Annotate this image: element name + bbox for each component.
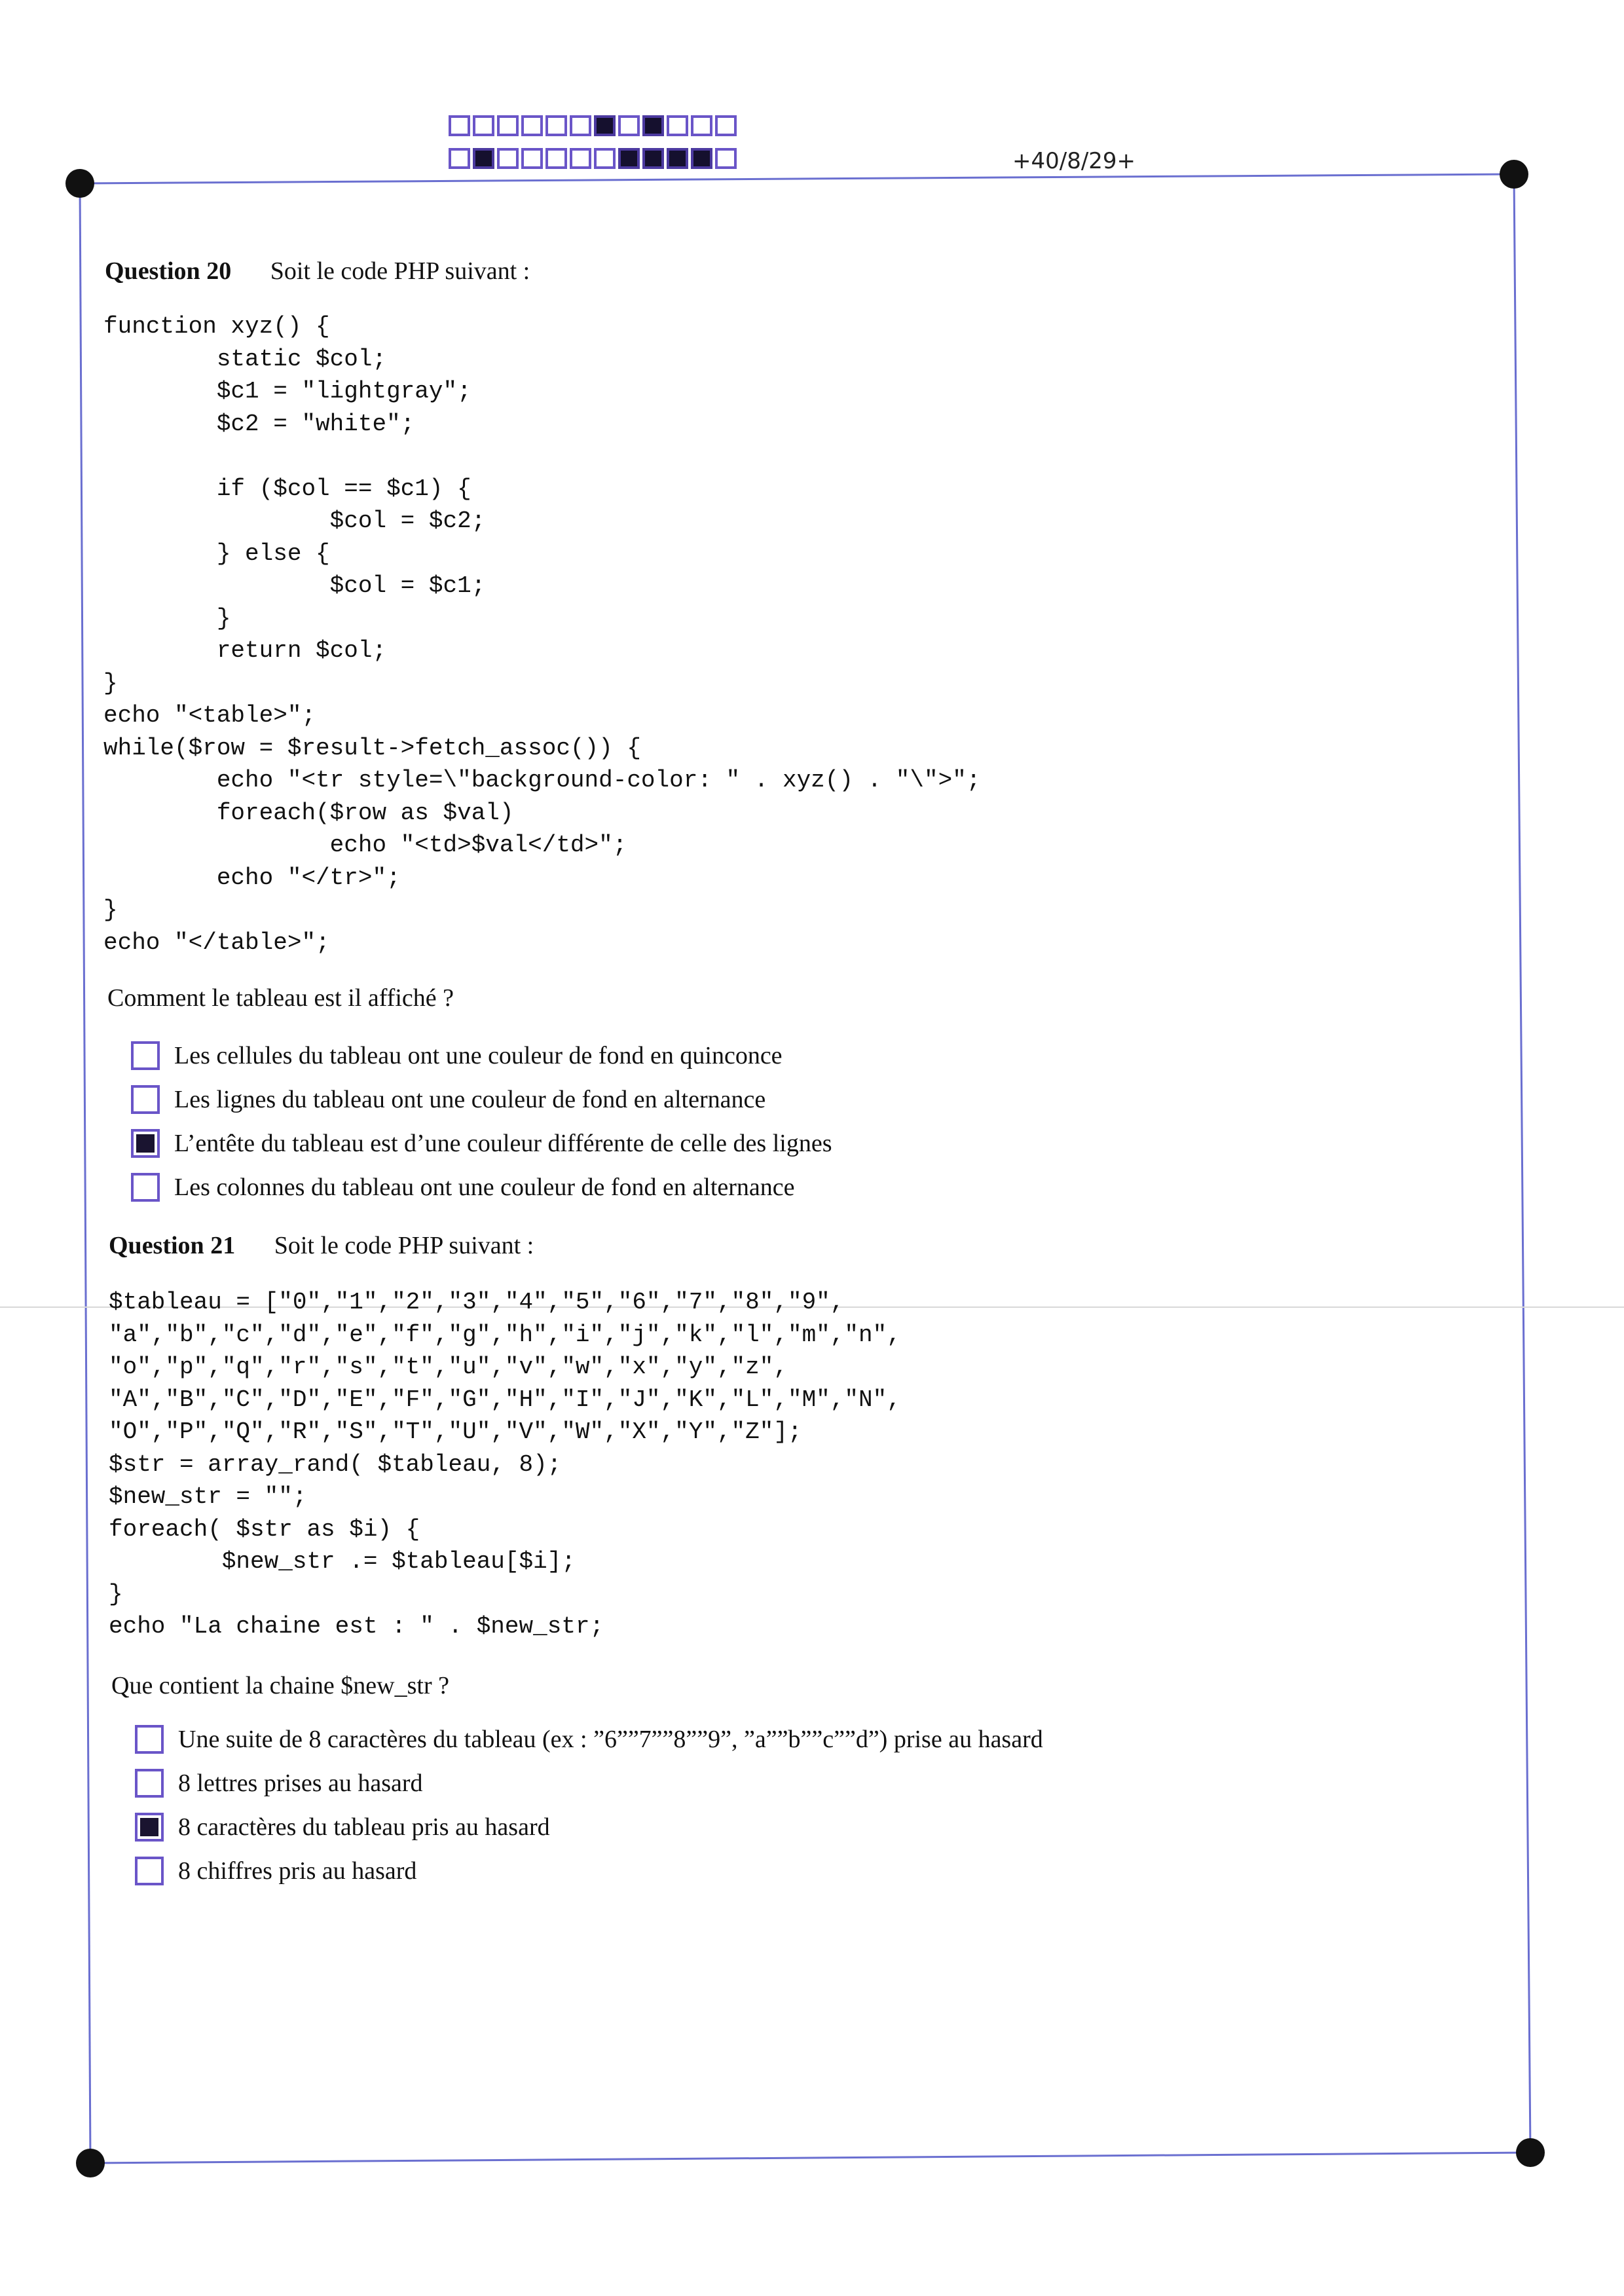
id-marks-row-1 xyxy=(449,115,737,136)
answer-checkbox[interactable] xyxy=(135,1813,164,1842)
answer-option[interactable] xyxy=(135,1849,1043,1893)
answer-checkbox[interactable] xyxy=(131,1085,160,1114)
question-21-answers xyxy=(135,1717,1043,1893)
answer-text: 8 chiffres pris au hasard xyxy=(178,1857,417,1885)
answer-option[interactable] xyxy=(131,1121,832,1165)
question-20-answers xyxy=(131,1033,832,1209)
answer-text: Les colonnes du tableau ont une couleur de fond en alternance xyxy=(174,1173,795,1201)
answer-text: 8 caractères du tableau pris au hasard xyxy=(178,1813,550,1841)
answer-checkbox[interactable] xyxy=(135,1769,164,1798)
answer-option[interactable] xyxy=(135,1717,1043,1761)
answer-text: Une suite de 8 caractères du tableau (ex : ”6””7””8””9”, ”a””b””c””d”) prise au hasard xyxy=(178,1725,1043,1753)
question-20-intro: Soit le code PHP suivant : xyxy=(270,257,530,285)
id-marks-row-2 xyxy=(449,148,737,169)
page-code-id: +40/8/29+ xyxy=(1012,148,1136,174)
answer-option[interactable] xyxy=(131,1077,832,1121)
question-21-code: $tableau = ["0","1","2","3","4","5","6","7","8","9", "a","b","c","d","e","f","g","h","i","j","k","l","m","n", "o","p","q","r","s","t","u","v","w","x","y","z", "A","B","C","D","E","F","G","H","I","J","K","L","M","N", "O","P","Q","R","S","T","U","V","W","X","Y","Z"]; $str = array_rand( $tableau, 8); $new_str = ""; foreach( $str as $i) { $new_str .= $tableau[$i]; } echo "La chaine est : " . $new_str; xyxy=(109,1289,901,1640)
answer-text: 8 lettres prises au hasard xyxy=(178,1769,423,1797)
corner-mark-bottom-left xyxy=(76,2149,105,2177)
answer-option[interactable] xyxy=(131,1165,832,1209)
answer-text: L’entête du tableau est d’une couleur différente de celle des lignes xyxy=(174,1129,832,1157)
answer-option[interactable] xyxy=(131,1033,832,1077)
answer-text: Les lignes du tableau ont une couleur de fond en alternance xyxy=(174,1085,766,1113)
answer-checkbox[interactable] xyxy=(131,1129,160,1158)
question-20-number: Question 20 xyxy=(105,257,232,285)
answer-text: Les cellules du tableau ont une couleur de fond en quinconce xyxy=(174,1041,783,1069)
answer-checkbox[interactable] xyxy=(135,1857,164,1885)
answer-checkbox[interactable] xyxy=(131,1041,160,1070)
question-21-prompt: Que contient la chaine $new_str ? xyxy=(111,1672,449,1699)
answer-checkbox[interactable] xyxy=(135,1725,164,1754)
corner-mark-bottom-right xyxy=(1516,2138,1545,2167)
answer-option[interactable] xyxy=(135,1805,1043,1849)
question-21-header xyxy=(109,1231,534,1260)
answer-option[interactable] xyxy=(135,1761,1043,1805)
question-20-header xyxy=(105,257,530,286)
answer-checkbox[interactable] xyxy=(131,1173,160,1202)
question-20-code: function xyz() { static $col; $c1 = "lightgray"; $c2 = "white"; if ($col == $c1) { $col = $c2; } else { $col = $c1; } return $col; } echo "<table>"; while($row = $result->fetch_assoc()) { echo "<tr style=\"background-color: " . xyz() . "\">"; foreach($row as $val) echo "<td>$val</td>"; echo "</tr>"; } echo "</table>"; xyxy=(103,313,981,956)
question-21-intro: Soit le code PHP suivant : xyxy=(274,1232,534,1259)
question-20-prompt: Comment le tableau est il affiché ? xyxy=(107,984,454,1012)
corner-mark-top-right xyxy=(1500,160,1528,189)
corner-mark-top-left xyxy=(65,169,94,198)
question-21-number: Question 21 xyxy=(109,1232,236,1259)
